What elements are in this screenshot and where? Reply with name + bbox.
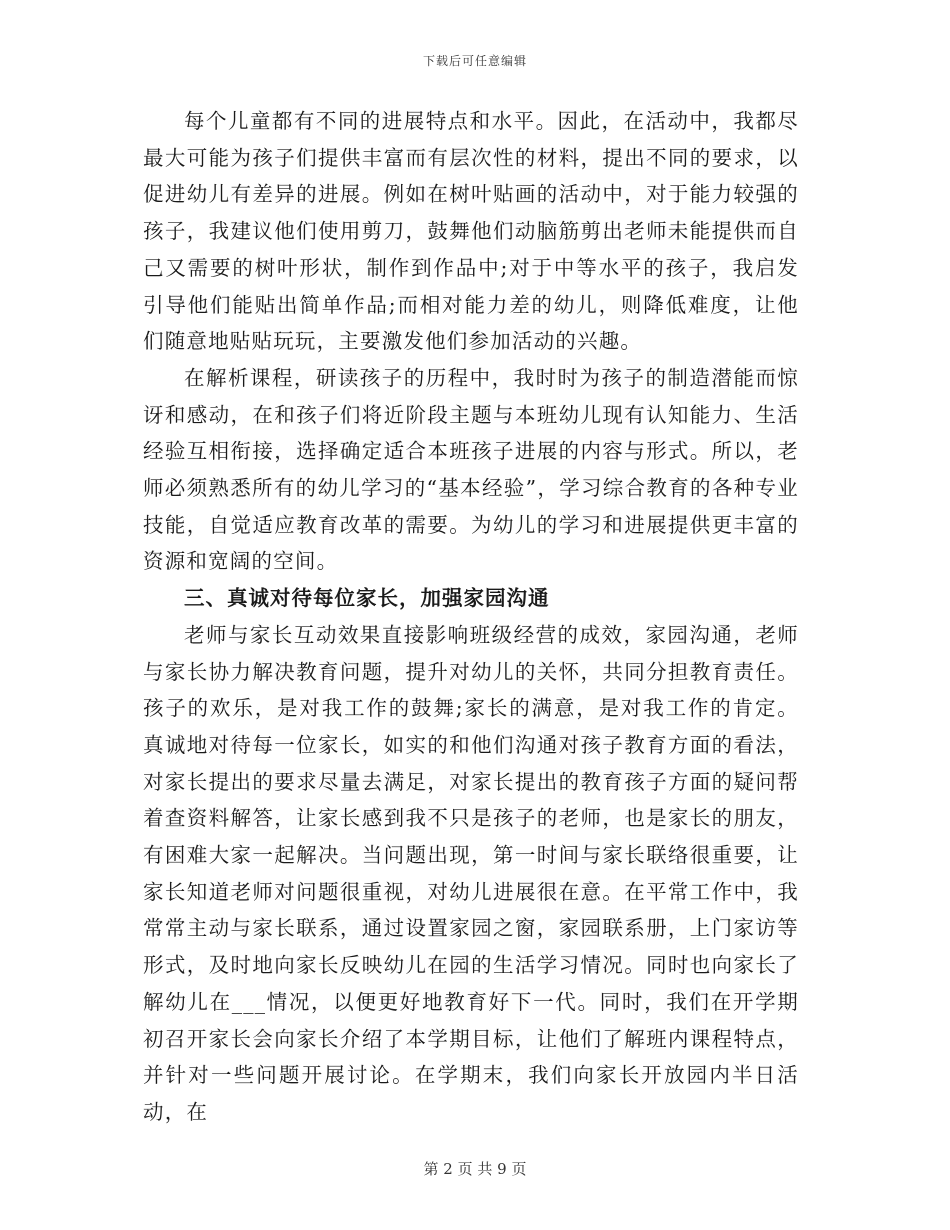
paragraph-differentiated-materials: 每个儿童都有不同的进展特点和水平。因此，在活动中，我都尽最大可能为孩子们提供丰富而有层次性的材料，提出不同的要求，以促进幼儿有差异的进展。例如在树叶贴画的活动中，对于能力较强的孩子，我建议他们使用剪刀，鼓舞他们动脑筋剪出老师未能提供而自己又需要的树叶形状，制作到作品中;对于中等水平的孩子，我启发引导他们能贴出简单作品;而相对能力差的幼儿，则降低难度，让他们随意地贴贴玩玩，主要激发他们参加活动的兴趣。: [143, 109, 799, 354]
page-number-footer: 第 2 页 共 9 页: [423, 1160, 527, 1178]
paragraph-home-school-communication: 老师与家长互动效果直接影响班级经营的成效，家园沟通，老师与家长协力解决教育问题，提升对幼儿的关怀，共同分担教育责任。孩子的欢乐，是对我工作的鼓舞;家长的满意，是对我工作的肯定。真诚地对待每一位家长，如实的和他们沟通对孩子教育方面的看法，对家长提出的要求尽量去满足，对家长提出的教育孩子方面的疑问帮着查资料解答，让家长感到我不只是孩子的老师，也是家长的朋友，有困难大家一起解决。当问题出现，第一时间与家长联络很重要，让家长知道老师对问题很重视，对幼儿进展很在意。在平常工作中，我常常主动与家长联系，通过设置家园之窗，家园联系册，上门家访等形式，及时地向家长反映幼儿在园的生活学习情况。同时也向家长了解幼儿在___情况，以便更好地教育好下一代。同时，我们在开学期初召开家长会向家长介绍了本学期目标，让他们了解班内课程特点，并针对一些问题开展讨论。在学期末，我们向家长开放园内半日活动，在: [143, 622, 799, 1124]
page-header-note: 下载后可任意编辑: [422, 54, 527, 68]
section-heading-parent-communication: 三、真诚对待每位家长，加强家园沟通: [184, 586, 550, 611]
paragraph-curriculum-study: 在解析课程，研读孩子的历程中，我时时为孩子的制造潜能而惊讶和感动，在和孩子们将近阶段主题与本班幼儿现有认知能力、生活经验互相衔接，选择确定适合本班孩子进展的内容与形式。所以，老师必须熟悉所有的幼儿学习的“基本经验”，学习综合教育的各种专业技能，自觉适应教育改革的需要。为幼儿的学习和进展提供更丰富的资源和宽阔的空间。: [143, 365, 799, 574]
document-body: [143, 103, 799, 1131]
